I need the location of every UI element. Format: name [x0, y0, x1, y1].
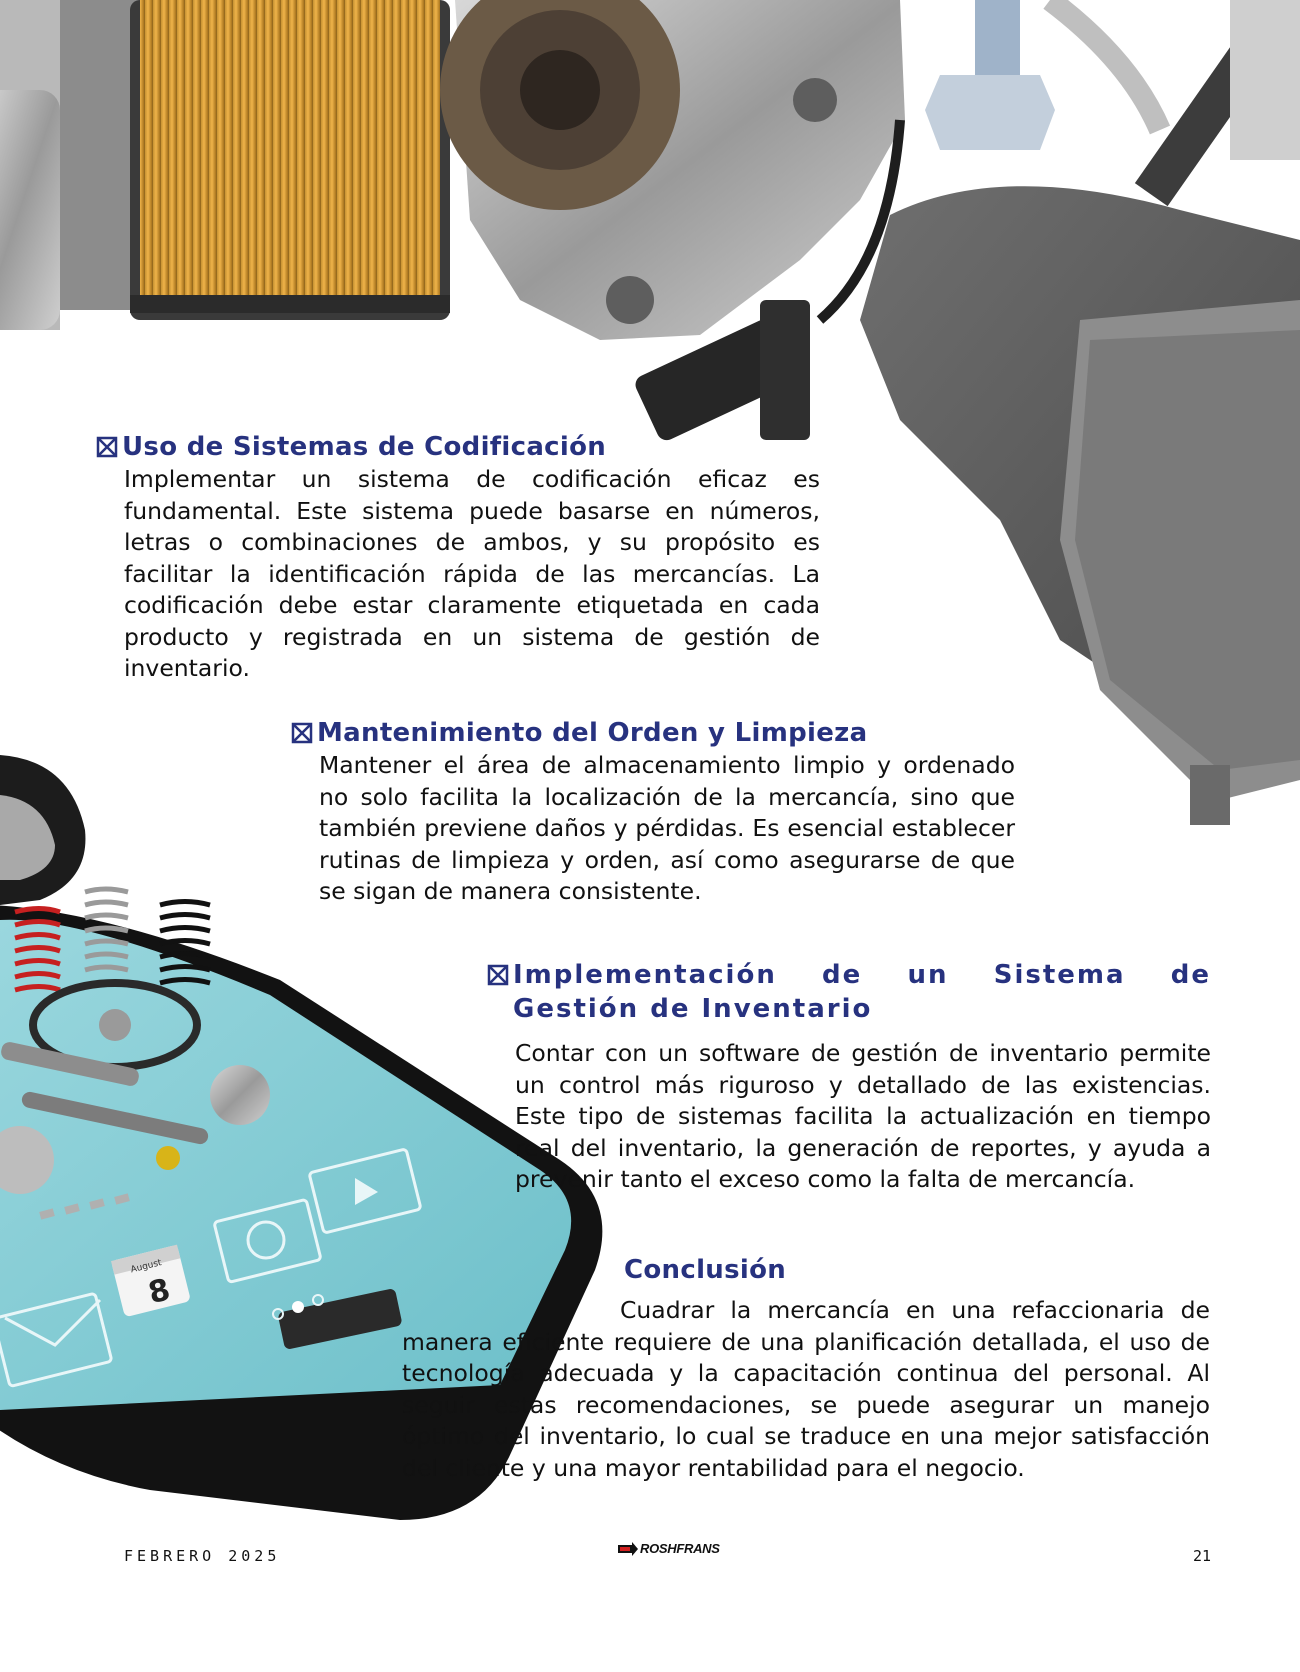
- section-body: Mantener el área de almacenamiento limpio y ordenado no solo facilita la localización de la mercancía, sino que también previene daños y pérdidas. Es esencial establecer rutinas de limpieza y orden, así como asegurarse de que se sigan de manera consistente.: [319, 751, 1015, 905]
- section-title: Uso de Sistemas de Codificación: [122, 432, 607, 462]
- tire-part: [0, 755, 85, 905]
- section-heading: [487, 958, 1211, 1026]
- page-number: 21: [1193, 1547, 1212, 1565]
- logo-arrow-icon: [618, 1542, 638, 1556]
- gray-housing-part: [0, 0, 140, 330]
- footer-date: FEBRERO 2025: [124, 1547, 281, 1565]
- calendar-month: August: [129, 1258, 163, 1276]
- section-title: Conclusión: [624, 1255, 787, 1285]
- calendar-day: 8: [144, 1272, 174, 1312]
- section-heading: [291, 716, 1015, 750]
- logo-text: ROSHFRANS: [640, 1541, 720, 1556]
- brand-logo: [618, 1541, 720, 1556]
- section-title: Mantenimiento del Orden y Limpieza: [317, 718, 868, 748]
- checkbox-x-icon: [96, 436, 118, 458]
- section-body: Cuadrar la mercancía en una refaccionaria de manera eficiente requiere de una planificación detallada, el uso de tecnología adecuada y la capacitación continua del personal. Al seguir estas recomendaciones, se puede asegurar un manejo óptimo del inventario, lo cual se traduce en una mejor satisfacción del cliente y una mayor rentabilidad para el negocio.: [402, 1296, 1210, 1482]
- section-heading: [402, 1253, 1210, 1287]
- section-title: Implementación de un Sistema de Gestión de Inventario: [513, 960, 1211, 1024]
- oil-filter-part: [130, 0, 450, 320]
- section-body: Implementar un sistema de codificación eficaz es fundamental. Este sistema puede basarse en números, letras o combinaciones de ambos, y su propósito es facilitar la identificación rápida de las mercancías. La codificación debe estar claramente etiquetada en cada producto y registrada en un sistema de gestión de inventario.: [124, 465, 820, 682]
- checkbox-x-icon: [291, 722, 313, 744]
- section-heading: [96, 430, 820, 464]
- section-codificacion: [96, 430, 820, 685]
- section-gestion: [487, 958, 1211, 1196]
- section-conclusion: [402, 1253, 1210, 1484]
- water-pump-part: [440, 0, 905, 340]
- checkbox-x-icon: [487, 964, 509, 986]
- section-body: Contar con un software de gestión de inventario permite un control más riguroso y detallado de las existencias. Este tipo de sistemas facilita la actualización en tiempo real del inventario, la generación de reportes, y ayuda a prevenir tanto el exceso como la falta de mercancía.: [515, 1039, 1211, 1193]
- section-orden: [291, 716, 1015, 908]
- bolts-part: [925, 0, 1300, 206]
